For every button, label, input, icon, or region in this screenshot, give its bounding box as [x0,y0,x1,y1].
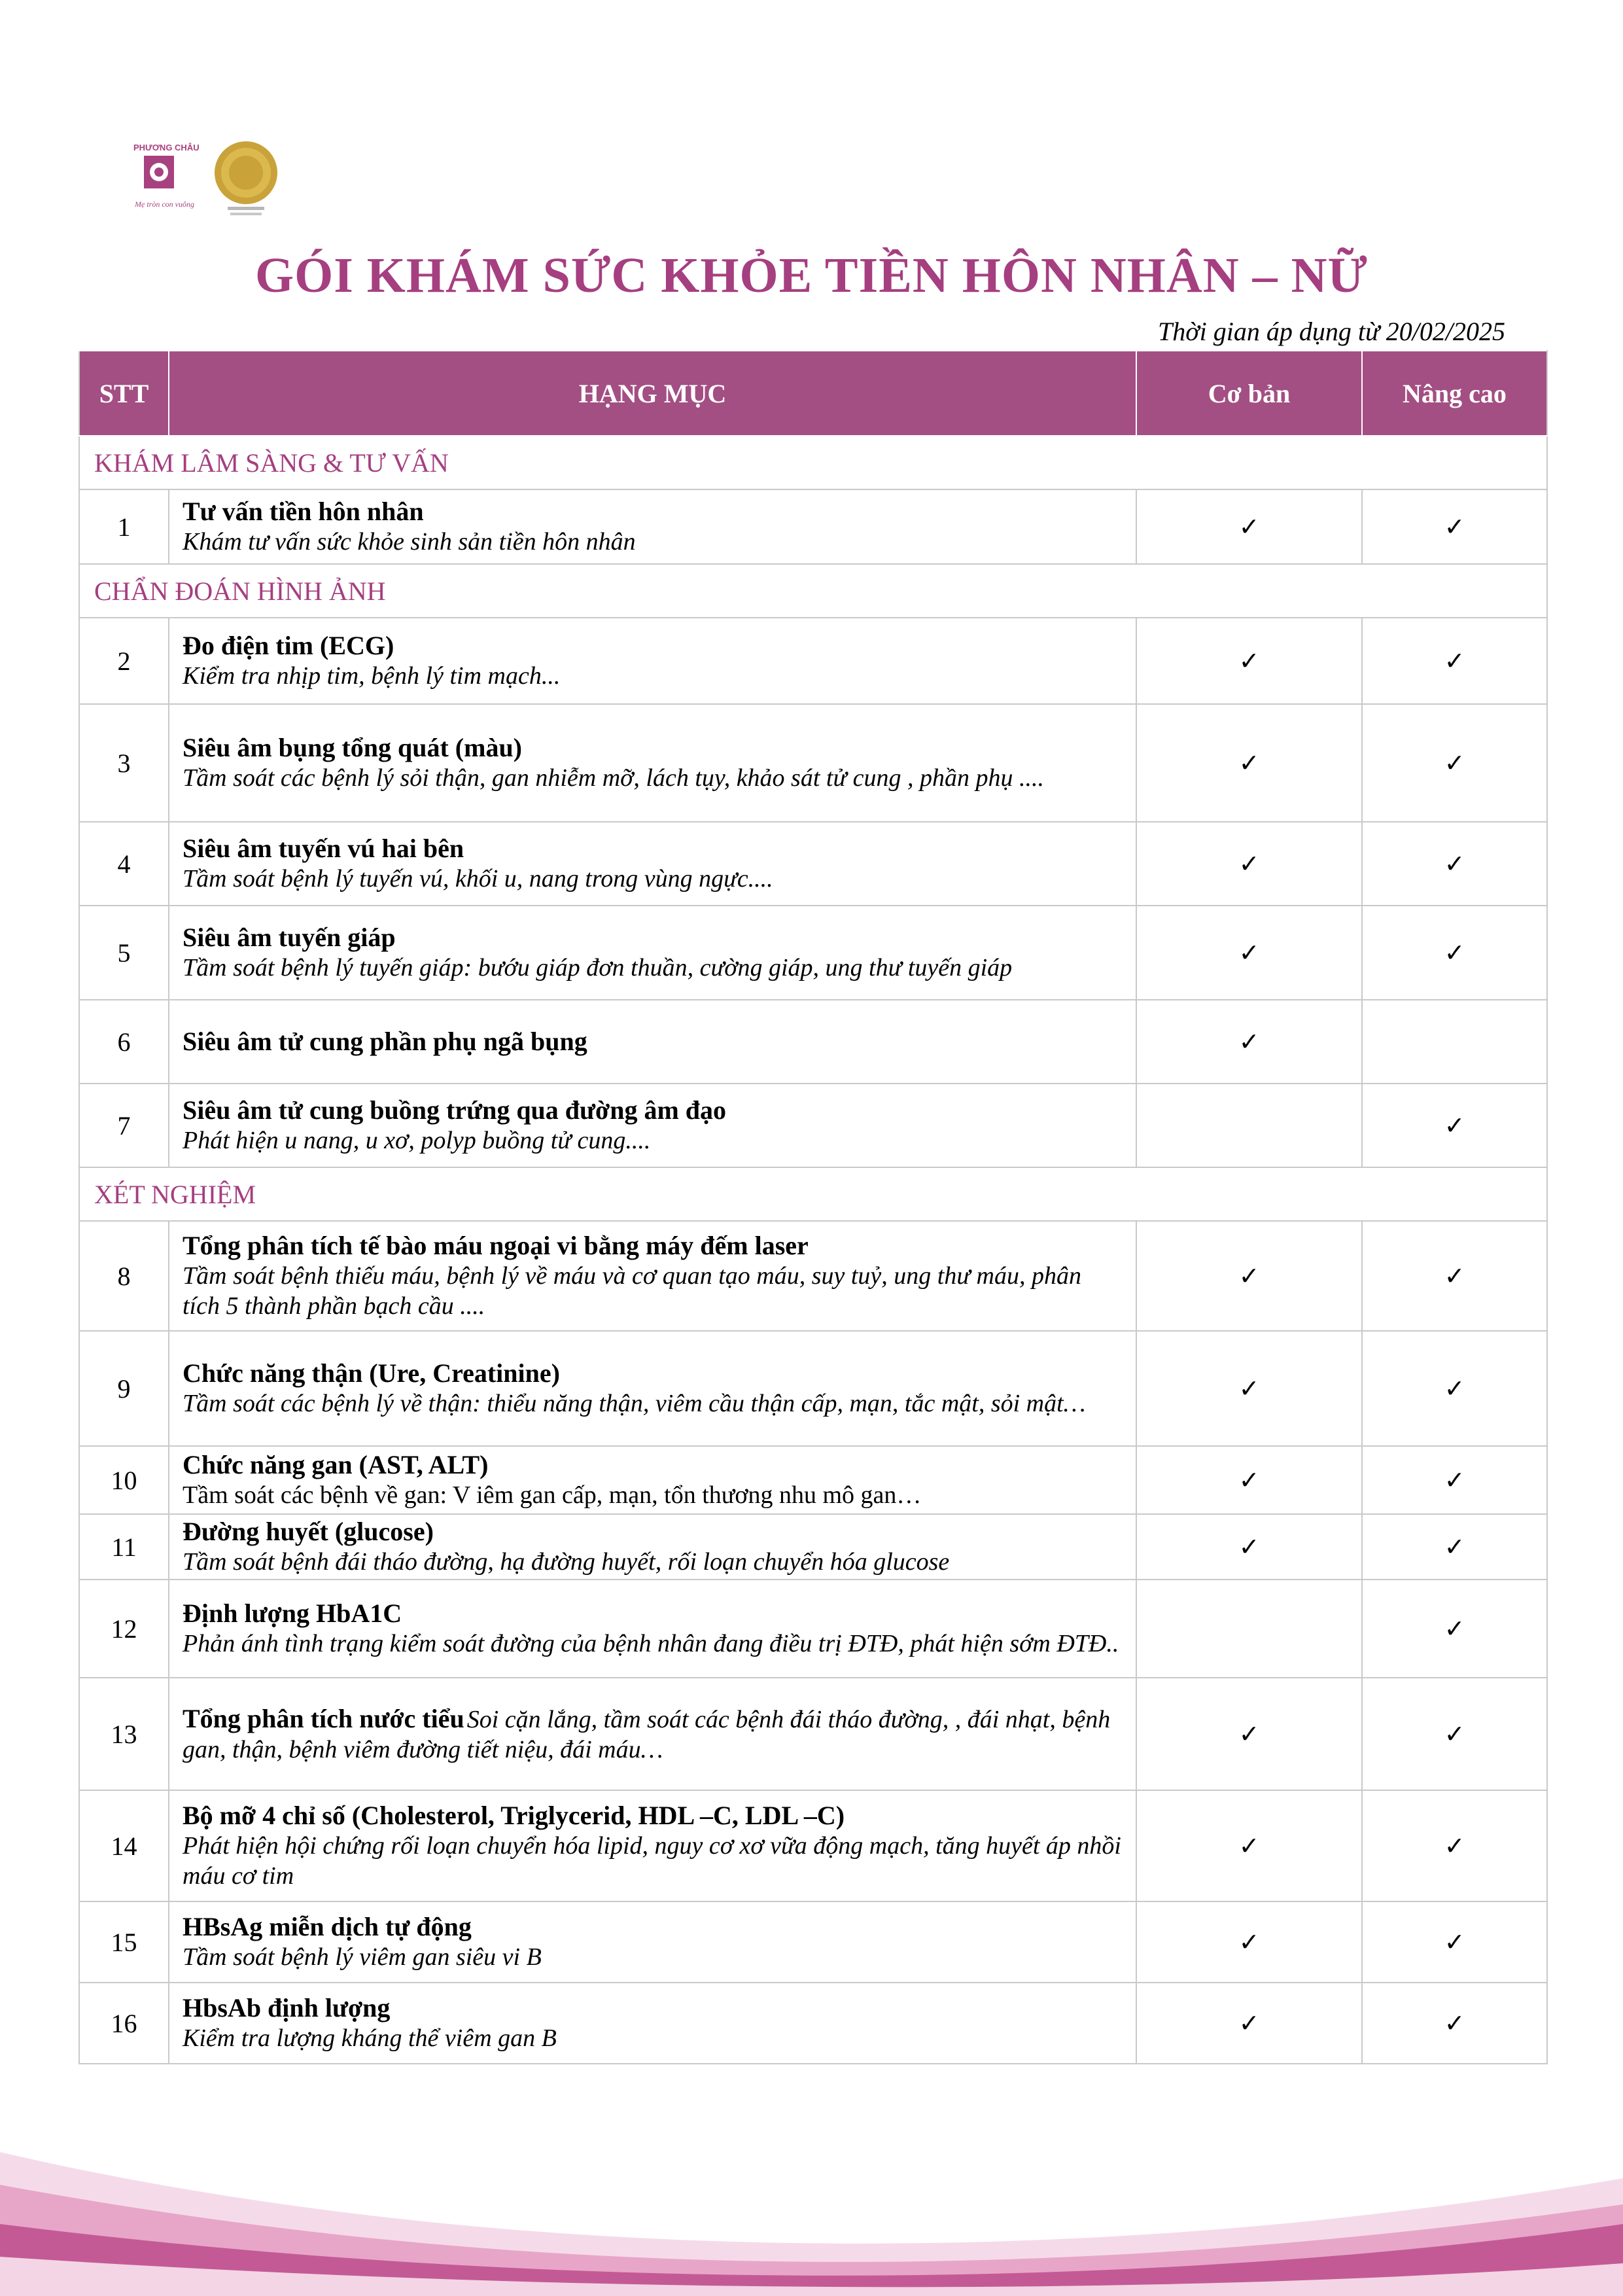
item-description: Kiểm tra lượng kháng thể viêm gan B [183,2024,557,2053]
item-name: Siêu âm tuyến giáp [183,923,396,953]
item-name: Định lượng HbA1C [183,1598,402,1629]
table-row [79,1331,1547,1446]
item-description: Phát hiện hội chứng rối loạn chuyển hóa lipid, nguy cơ xơ vữa động mạch, tăng huyết áp nhồi máu cơ tim [183,1832,1121,1890]
item-description: Khám tư vấn sức khỏe sinh sản tiền hôn nhân [183,528,636,556]
basic-check-icon: ✓ [1136,704,1362,822]
basic-check-icon: ✓ [1136,1221,1362,1331]
item-name: Siêu âm tử cung phần phụ ngã bụng [183,1027,587,1056]
row-stt: 2 [79,618,169,704]
section-row [79,436,1547,489]
row-item [169,1580,1136,1678]
row-item [169,1901,1136,1983]
row-stt: 4 [79,822,169,906]
table-row [79,1901,1547,1983]
row-stt: 5 [79,906,169,1000]
item-name: Đo điện tim (ECG) [183,631,394,661]
item-name: HBsAg miễn dịch tự động [183,1912,472,1942]
basic-check-icon: ✓ [1136,618,1362,704]
advanced-check-icon: ✓ [1362,1331,1547,1446]
row-item [169,1000,1136,1084]
basic-check-icon: ✓ [1136,1901,1362,1983]
basic-check-icon: ✓ [1136,1446,1362,1514]
advanced-check-icon: ✓ [1362,1084,1547,1167]
advanced-check-icon: ✓ [1362,822,1547,906]
footer-wave-decoration [0,2074,1623,2296]
row-item [169,1514,1136,1580]
section-row [79,1167,1547,1221]
row-item [169,1790,1136,1901]
row-stt: 8 [79,1221,169,1331]
table-header-row [79,351,1547,436]
row-item [169,1084,1136,1167]
advanced-check-icon: ✓ [1362,1221,1547,1331]
row-stt: 15 [79,1901,169,1983]
advanced-check-icon [1362,1000,1547,1084]
section-title: KHÁM LÂM SÀNG & TƯ VẤN [79,436,1547,489]
advanced-check-icon: ✓ [1362,1678,1547,1790]
row-stt: 6 [79,1000,169,1084]
row-stt: 12 [79,1580,169,1678]
logo-area [130,139,287,225]
row-item [169,704,1136,822]
row-stt: 7 [79,1084,169,1167]
item-description: Tầm soát bệnh lý viêm gan siêu vi B [183,1943,542,1971]
table-row [79,1084,1547,1167]
basic-check-icon: ✓ [1136,1678,1362,1790]
basic-check-icon: ✓ [1136,1000,1362,1084]
row-stt: 10 [79,1446,169,1514]
table-row [79,1000,1547,1084]
item-name: Chức năng gan (AST, ALT) [183,1450,489,1480]
advanced-check-icon: ✓ [1362,1446,1547,1514]
table-row [79,704,1547,822]
item-description: Phát hiện u nang, u xơ, polyp buồng tử cung.... [183,1127,651,1155]
table-row [79,1221,1547,1331]
table-row [79,1983,1547,2064]
item-name: Chức năng thận (Ure, Creatinine) [183,1358,560,1388]
section-row [79,564,1547,618]
table-row [79,1514,1547,1580]
item-description: Tầm soát bệnh lý tuyến giáp: bướu giáp đơn thuần, cường giáp, ung thư tuyến giáp [183,954,1013,982]
row-stt: 13 [79,1678,169,1790]
item-description: Tầm soát bệnh lý tuyến vú, khối u, nang trong vùng ngực.... [183,865,773,893]
brand-name: PHƯƠNG CHÂU [133,143,200,152]
basic-check-icon: ✓ [1136,1331,1362,1446]
row-item [169,618,1136,704]
effective-date: Thời gian áp dụng từ 20/02/2025 [1158,317,1505,346]
table-row [79,618,1547,704]
item-description: Phản ánh tình trạng kiểm soát đường của bệnh nhân đang điều trị ĐTĐ, phát hiện sớm ĐTĐ.. [183,1630,1119,1658]
item-name: HbsAb định lượng [183,1993,391,2023]
row-stt: 11 [79,1514,169,1580]
item-name: Tổng phân tích nước tiểu [183,1703,464,1733]
item-name: Tư vấn tiền hôn nhân [183,497,424,527]
table-row [79,906,1547,1000]
basic-check-icon: ✓ [1136,1790,1362,1901]
basic-check-icon [1136,1580,1362,1678]
row-item [169,1221,1136,1331]
row-item [169,1331,1136,1446]
row-stt: 9 [79,1331,169,1446]
advanced-check-icon: ✓ [1362,489,1547,564]
basic-check-icon [1136,1084,1362,1167]
table-row [79,822,1547,906]
row-item [169,489,1136,564]
basic-check-icon: ✓ [1136,822,1362,906]
item-description: Tầm soát bệnh thiếu máu, bệnh lý về máu và cơ quan tạo máu, suy tuỷ, ung thư máu, phân tích 5 thành phần bạch cầu .... [183,1262,1081,1320]
brand-slogan: Mẹ tròn con vuông [135,200,194,209]
item-description: Kiểm tra nhịp tim, bệnh lý tim mạch... [183,662,561,690]
row-item [169,906,1136,1000]
advanced-check-icon: ✓ [1362,906,1547,1000]
row-stt: 3 [79,704,169,822]
item-name: Bộ mỡ 4 chỉ số (Cholesterol, Triglycerid, HDL –C, LDL –C) [183,1801,845,1831]
table-row [79,1678,1547,1790]
table-row [79,489,1547,564]
table-row [79,1580,1547,1678]
item-description: Tầm soát các bệnh lý sỏi thận, gan nhiễm mỡ, lách tụy, khảo sát tử cung , phần phụ .... [183,764,1045,792]
item-description: Soi cặn lắng, tầm soát các bệnh đái tháo đường, , đái nhạt, bệnh gan, thận, bệnh viêm đường tiết niệu, đái máu… [183,1705,1111,1763]
basic-check-icon: ✓ [1136,906,1362,1000]
header-advanced: Nâng cao [1362,351,1547,436]
header-basic: Cơ bản [1136,351,1362,436]
row-item [169,822,1136,906]
item-name: Đường huyết (glucose) [183,1517,434,1547]
advanced-check-icon: ✓ [1362,1901,1547,1983]
row-item [169,1446,1136,1514]
row-stt: 14 [79,1790,169,1901]
brand-logo [130,139,287,225]
advanced-check-icon: ✓ [1362,704,1547,822]
row-item [169,1678,1136,1790]
item-name: Siêu âm tuyến vú hai bên [183,834,464,864]
package-table [79,350,1548,2064]
advanced-check-icon: ✓ [1362,1580,1547,1678]
table-row [79,1790,1547,1901]
advanced-check-icon: ✓ [1362,1514,1547,1580]
row-stt: 1 [79,489,169,564]
row-item [169,1983,1136,2064]
basic-check-icon: ✓ [1136,489,1362,564]
table-row [79,1446,1547,1514]
row-stt: 16 [79,1983,169,2064]
item-name: Siêu âm bụng tổng quát (màu) [183,733,523,763]
basic-check-icon: ✓ [1136,1983,1362,2064]
advanced-check-icon: ✓ [1362,1790,1547,1901]
header-item: HẠNG MỤC [169,351,1136,436]
item-description: Tầm soát bệnh đái tháo đường, hạ đường huyết, rối loạn chuyển hóa glucose [183,1548,950,1576]
item-name: Siêu âm tử cung buồng trứng qua đường âm đạo [183,1095,727,1125]
basic-check-icon: ✓ [1136,1514,1362,1580]
section-title: CHẨN ĐOÁN HÌNH ẢNH [79,564,1547,618]
advanced-check-icon: ✓ [1362,618,1547,704]
section-title: XÉT NGHIỆM [79,1167,1547,1221]
item-description: Tầm soát các bệnh lý về thận: thiểu năng thận, viêm cầu thận cấp, mạn, tắc mật, sỏi mật… [183,1390,1086,1418]
table-body [79,436,1547,2064]
advanced-check-icon: ✓ [1362,1983,1547,2064]
item-name: Tổng phân tích tế bào máu ngoại vi bằng máy đếm laser [183,1231,809,1261]
header-stt: STT [79,351,169,436]
item-description: Tầm soát các bệnh về gan: V iêm gan cấp, mạn, tổn thương nhu mô gan… [183,1481,922,1510]
page-title: GÓI KHÁM SỨC KHỎE TIỀN HÔN NHÂN – NỮ [254,248,1369,303]
